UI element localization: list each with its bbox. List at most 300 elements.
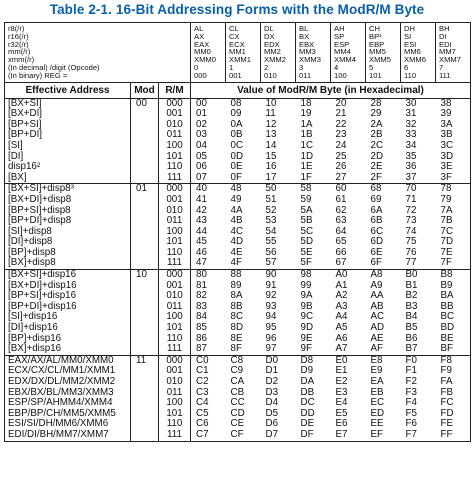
modrm-hex-value: 55 [265,236,277,248]
modrm-hex-value: 41 [196,193,207,205]
modrm-value-column [226,355,261,441]
rm-value: 110 [166,161,183,173]
modrm-value-column [191,355,226,441]
register-label: 7 [439,62,444,72]
modrm-hex-value: 56 [265,246,277,258]
register-label: MM4 [334,47,351,57]
register-label: ECX [229,39,245,49]
modrm-hex-value: BF [440,343,454,355]
modrm-hex-value: CA [230,376,245,388]
modrm-hex-value: 48 [230,183,242,195]
modrm-hex-value: 6E [370,246,383,258]
rm-value: 101 [166,407,183,419]
rm-cell [159,98,191,184]
modrm-hex-value: A4 [335,311,348,323]
modrm-hex-value: 90 [265,269,277,281]
addressing-table [4,22,471,442]
effective-address-cell [5,355,131,441]
rm-value: 011 [166,215,183,227]
modrm-hex-value: 16 [265,161,277,173]
register-column-header [366,23,401,83]
rm-value: 100 [166,139,183,151]
modrm-hex-value: 03 [196,129,207,141]
effective-address: EDX/DX/DL/MM2/XMM2 [8,376,116,388]
modrm-hex-value: 4E [230,246,243,258]
modrm-hex-value: 6D [370,236,384,248]
modrm-hex-value: A5 [335,322,348,334]
modrm-hex-value: F1 [405,365,417,377]
modrm-hex-value: CC [230,397,245,409]
rm-cell [159,355,191,441]
rm-value: 011 [166,386,183,398]
effective-address: [BP+DI]+disp16 [8,300,77,312]
effective-address: [BX]+disp16 [8,343,62,355]
effective-address: [BX+DI] [8,108,43,120]
modrm-value-column [366,98,401,184]
modrm-hex-value: 1C [300,139,314,151]
mod-header: Mod [131,82,159,98]
modrm-hex-value: AD [370,322,385,334]
modrm-hex-value: 9D [300,322,314,334]
modrm-hex-value: 4C [230,225,244,237]
legend-line: r32(/r) [8,39,29,49]
mod-value: 00 [136,97,147,109]
modrm-hex-value: BC [440,311,455,323]
effective-address: [BX+DI]+disp16 [8,279,77,291]
effective-address: [SI]+disp16 [8,311,58,323]
modrm-hex-value: E1 [335,365,348,377]
column-header-row [5,82,471,98]
effective-address: [SI]+disp8 [8,225,52,237]
modrm-hex-value: 2E [370,161,383,173]
modrm-hex-value: 87 [196,343,207,355]
modrm-hex-value: AA [370,290,384,302]
modrm-hex-value: 8E [230,332,243,344]
modrm-value-column [191,184,226,270]
register-label: EBP [369,39,385,49]
modrm-hex-value: F4 [405,397,417,409]
modrm-hex-value: 58 [300,183,312,195]
modrm-hex-value: D3 [265,386,279,398]
modrm-hex-value: 57 [265,257,277,269]
register-label: SI [404,31,412,41]
rm-value: 001 [166,193,183,205]
modrm-hex-value: 9E [300,332,313,344]
effective-address: [DI]+disp8 [8,236,53,248]
modrm-hex-value: E9 [370,365,383,377]
register-label: XMM2 [264,55,286,65]
effective-address: EAX/AX/AL/MM0/XMM0 [8,354,114,366]
modrm-hex-value: D9 [300,365,314,377]
rm-cell [159,184,191,270]
modrm-hex-value: 52 [265,204,277,216]
modrm-hex-value: B1 [405,279,418,291]
mod-cell [131,184,159,270]
effective-address: [BP+SI]+disp16 [8,290,77,302]
modrm-hex-value: F6 [405,418,417,430]
modrm-value-column [191,270,226,356]
modrm-hex-value: DC [300,397,315,409]
effective-address: ESP/SP/AHMM4/XMM4 [8,397,113,409]
mod-value: 10 [136,269,147,281]
mod-group-row [5,184,471,270]
modrm-value-column [366,270,401,356]
modrm-value-column [261,270,296,356]
modrm-hex-value: EF [370,428,384,440]
modrm-hex-value: DD [300,407,315,419]
mod-value: 01 [136,183,147,195]
modrm-value-column [331,184,366,270]
modrm-hex-value: 30 [405,97,417,109]
modrm-hex-value: 92 [265,290,277,302]
modrm-hex-value: 25 [335,150,347,162]
modrm-hex-value: 19 [300,108,312,120]
modrm-hex-value: 7F [440,257,452,269]
modrm-hex-value: DF [300,428,314,440]
mod-cell [131,355,159,441]
effective-address: [BX] [8,171,27,183]
modrm-hex-value: A0 [335,269,348,281]
register-label: XMM5 [369,55,391,65]
modrm-value-column [436,98,471,184]
modrm-hex-value: 3C [440,139,454,151]
modrm-hex-value: 00 [196,97,207,109]
modrm-hex-value: DE [300,418,315,430]
modrm-hex-value: C8 [230,354,244,366]
modrm-hex-value: CD [230,407,245,419]
modrm-hex-value: 2C [370,139,384,151]
effective-address: EBX/BX/BL/MM3/XMM3 [8,386,114,398]
rm-value: 010 [166,118,183,130]
modrm-hex-value: C0 [196,354,209,366]
register-label: AL [194,24,204,33]
modrm-hex-value: 65 [335,236,347,248]
modrm-hex-value: FA [440,376,453,388]
modrm-hex-value: 0D [230,150,244,162]
rm-value: 010 [166,204,183,216]
register-label: 011 [299,70,312,80]
modrm-hex-value: 06 [196,161,207,173]
modrm-hex-value: F0 [405,354,417,366]
register-label: XMM7 [439,55,461,65]
modrm-hex-value: 3D [440,150,454,162]
effective-address-cell [5,98,131,184]
modrm-hex-value: DA [300,376,315,388]
modrm-hex-value: BB [440,300,454,312]
modrm-hex-value: C3 [196,386,209,398]
modrm-hex-value: AB [370,300,384,312]
register-column-header [436,23,471,83]
modrm-hex-value: 0C [230,139,244,151]
modrm-hex-value: 51 [265,193,277,205]
modrm-hex-value: F8 [440,354,452,366]
rm-value: 000 [166,183,183,195]
register-column-header [296,23,331,83]
mod-group-row [5,270,471,356]
register-label: MM0 [194,47,211,57]
modrm-hex-value: B7 [405,343,418,355]
modrm-hex-value: C5 [196,407,209,419]
rm-value: 001 [166,279,183,291]
register-label: AH [334,24,345,33]
effective-address-cell [5,270,131,356]
modrm-value-column [226,98,261,184]
modrm-hex-value: 40 [196,183,207,195]
modrm-hex-value: 10 [265,97,277,109]
modrm-hex-value: B4 [405,311,418,323]
modrm-hex-value: B8 [440,269,453,281]
modrm-hex-value: 85 [196,322,207,334]
modrm-value-column [331,355,366,441]
effective-address-header: Effective Address [5,82,131,98]
modrm-value-column [296,184,331,270]
rm-value: 000 [166,97,183,109]
modrm-hex-value: 0B [230,129,243,141]
modrm-hex-value: 3B [440,129,453,141]
modrm-hex-value: EC [370,397,385,409]
modrm-hex-value: 39 [440,108,452,120]
rm-value: 101 [166,322,183,334]
legend-line: (In binary) REG = [8,70,68,80]
modrm-hex-value: E3 [335,386,348,398]
modrm-hex-value: 6B [370,215,383,227]
modrm-hex-value: 81 [196,279,207,291]
modrm-hex-value: 3F [440,171,452,183]
modrm-hex-value: 38 [440,97,452,109]
modrm-hex-value: 7A [440,204,453,216]
modrm-hex-value: 49 [230,193,242,205]
mod-group-row [5,98,471,184]
register-label: XMM4 [334,55,356,65]
modrm-hex-value: 43 [196,215,207,227]
modrm-hex-value: 75 [405,236,417,248]
modrm-hex-value: F7 [405,428,417,440]
modrm-hex-value: E4 [335,397,348,409]
modrm-hex-value: 6A [370,204,383,216]
modrm-hex-value: 8A [230,290,243,302]
effective-address: [BP+DI]+disp8 [8,215,72,227]
modrm-hex-value: 13 [265,129,277,141]
modrm-hex-value: 78 [440,183,452,195]
modrm-hex-value: 79 [440,193,452,205]
register-label: CX [229,31,240,41]
modrm-hex-value: 14 [265,139,277,151]
modrm-hex-value: 02 [196,118,207,130]
register-label: 3 [299,62,304,72]
effective-address: [BP]+disp8 [8,246,56,258]
register-label: BL [299,24,309,33]
modrm-hex-value: E0 [335,354,348,366]
modrm-hex-value: E8 [370,354,383,366]
mod-cell [131,98,159,184]
modrm-hex-value: AE [370,332,384,344]
modrm-hex-value: 7C [440,225,454,237]
register-label: DH [404,24,415,33]
rm-value: 000 [166,269,183,281]
modrm-hex-value: BD [440,322,455,334]
register-label: DL [264,24,274,33]
modrm-hex-value: 0E [230,161,243,173]
modrm-hex-value: C4 [196,397,209,409]
modrm-hex-value: 96 [265,332,277,344]
modrm-hex-value: 0A [230,118,243,130]
modrm-hex-value: 67 [335,257,347,269]
modrm-hex-value: 7D [440,236,454,248]
rm-value: 010 [166,290,183,302]
modrm-hex-value: 64 [335,225,347,237]
legend-line: r16(/r) [8,31,29,41]
modrm-hex-value: FC [440,397,454,409]
modrm-hex-value: CF [230,428,244,440]
modrm-hex-value: 17 [265,171,277,183]
modrm-hex-value: 07 [196,171,207,183]
modrm-hex-value: 62 [335,204,347,216]
modrm-hex-value: 05 [196,150,207,162]
modrm-hex-value: 34 [405,139,417,151]
modrm-value-column [261,184,296,270]
modrm-hex-value: 2A [370,118,383,130]
table-title: Table 2-1. 16-Bit Addressing Forms with the ModR/M Byte [49,2,425,17]
modrm-hex-value: 4A [230,204,243,216]
modrm-hex-value: 22 [335,118,347,130]
register-label: EDX [264,39,280,49]
modrm-hex-value: 5E [300,246,313,258]
rm-value: 101 [166,236,183,248]
modrm-hex-value: ED [370,407,385,419]
rm-value: 110 [166,246,183,258]
modrm-hex-value: A3 [335,300,348,312]
modrm-hex-value: B2 [405,290,418,302]
modrm-hex-value: B6 [405,332,418,344]
modrm-hex-value: 15 [265,150,277,162]
modrm-hex-value: 5C [300,225,314,237]
register-label: XMM0 [194,55,216,65]
modrm-hex-value: 27 [335,171,347,183]
modrm-value-column [436,355,471,441]
modrm-hex-value: 11 [265,108,276,120]
modrm-hex-value: 29 [370,108,382,120]
modrm-hex-value: 53 [265,215,277,227]
register-label: 001 [229,70,242,80]
modrm-hex-value: 8B [230,300,243,312]
modrm-hex-value: 36 [405,161,417,173]
modrm-hex-value: 6F [370,257,382,269]
register-column-header [401,23,436,83]
modrm-hex-value: CB [230,386,245,398]
rm-value: 101 [166,150,183,162]
modrm-hex-value: D0 [265,354,279,366]
rm-value: 110 [166,332,183,344]
modrm-hex-value: 9C [300,311,314,323]
modrm-hex-value: E6 [335,418,348,430]
effective-address: [BX+DI]+disp8 [8,193,72,205]
modrm-hex-value: 82 [196,290,207,302]
register-label: XMM3 [299,55,321,65]
modrm-hex-value: 93 [265,300,277,312]
modrm-hex-value: 8F [230,343,242,355]
register-label: MM7 [439,47,456,57]
register-label: 000 [194,70,207,80]
register-label: EAX [194,39,210,49]
register-label: MM5 [369,47,386,57]
modrm-hex-value: 4F [230,257,242,269]
modrm-hex-value: C1 [196,365,209,377]
modrm-hex-value: 5B [300,215,313,227]
modrm-hex-value: 0F [230,171,242,183]
modrm-value-column [331,98,366,184]
modrm-hex-value: 3E [440,161,453,173]
modrm-value-column [226,270,261,356]
modrm-value-column [366,184,401,270]
modrm-hex-value: 59 [300,193,312,205]
modrm-hex-value: 7B [440,215,453,227]
register-label: EDI [439,39,452,49]
rm-value: 001 [166,108,183,120]
value-header: Value of ModR/M Byte (in Hexadecimal) [191,82,471,98]
effective-address: [DI] [8,150,24,162]
modrm-hex-value: A7 [335,343,348,355]
modrm-hex-value: 35 [405,150,417,162]
effective-address: [SI] [8,139,23,151]
modrm-hex-value: FD [440,407,454,419]
register-label: ESP [334,39,350,49]
modrm-hex-value: 77 [405,257,417,269]
modrm-hex-value: B0 [405,269,418,281]
modrm-hex-value: FB [440,386,454,398]
modrm-hex-value: 70 [405,183,417,195]
mod-cell [131,270,159,356]
modrm-hex-value: 9A [300,290,313,302]
register-label: DI [439,31,447,41]
effective-address: EDI/DI/BH/MM7/XMM7 [8,428,109,440]
register-label: EBX [299,39,315,49]
modrm-hex-value: B3 [405,300,418,312]
modrm-hex-value: DB [300,386,315,398]
modrm-hex-value: 94 [265,311,277,323]
legend-line: r8(/r) [8,24,25,33]
modrm-hex-value: 8D [230,322,244,334]
modrm-value-column [191,98,226,184]
effective-address: [BX+SI]+disp8³ [8,183,74,195]
modrm-hex-value: 31 [405,108,417,120]
modrm-hex-value: 2D [370,150,384,162]
register-label: XMM1 [229,55,251,65]
modrm-hex-value: D2 [265,376,279,388]
register-label: 2 [264,62,269,72]
modrm-hex-value: 91 [265,279,277,291]
modrm-hex-value: 08 [230,97,242,109]
modrm-hex-value: F3 [405,386,417,398]
register-label: 6 [404,62,409,72]
register-label: CL [229,24,239,33]
modrm-hex-value: 1B [300,129,313,141]
rm-value: 111 [167,257,182,269]
modrm-hex-value: 61 [335,193,347,205]
register-header-row [5,23,471,83]
register-label: 100 [334,70,347,80]
modrm-hex-value: 69 [370,193,382,205]
modrm-hex-value: 2F [370,171,382,183]
modrm-hex-value: EE [370,418,384,430]
modrm-hex-value: FE [440,418,454,430]
modrm-hex-value: B5 [405,322,418,334]
modrm-hex-value: BA [440,290,454,302]
register-column-header [261,23,296,83]
modrm-hex-value: EB [370,386,384,398]
register-label: BH [439,24,450,33]
effective-address: [BP]+disp16 [8,332,62,344]
register-column-header [191,23,226,83]
